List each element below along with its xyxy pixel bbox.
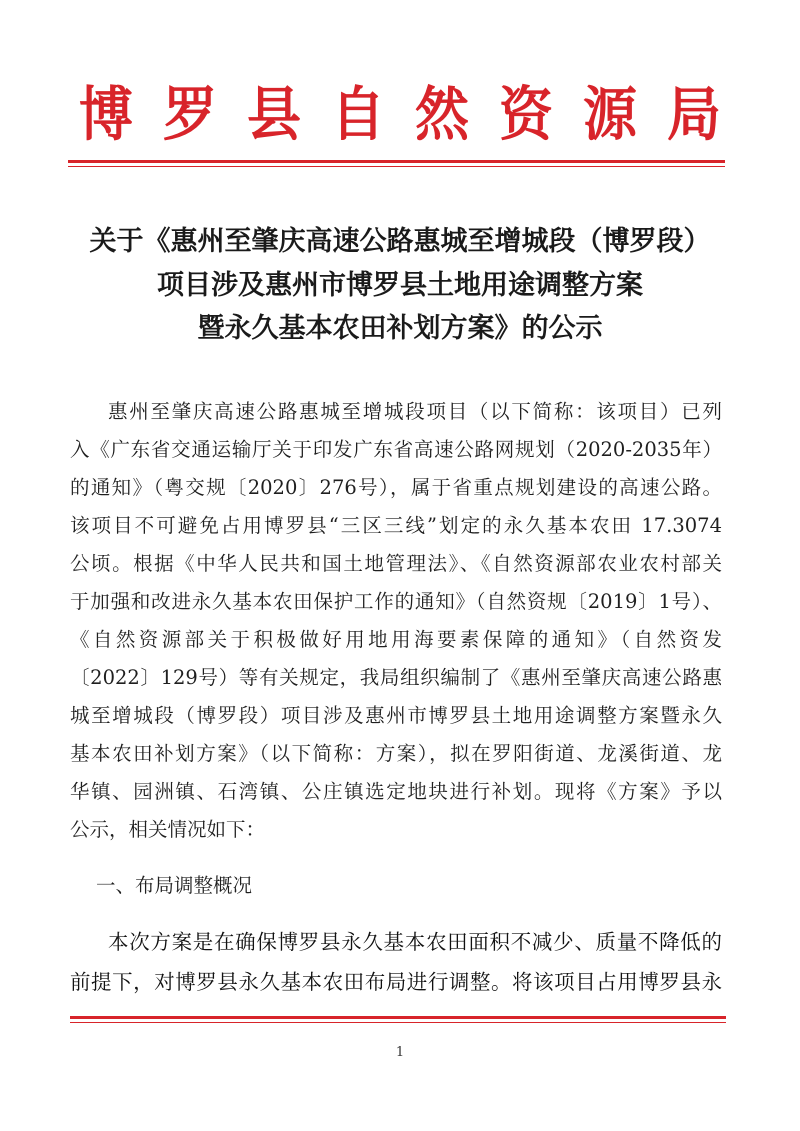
letterhead-char: 罗 <box>163 79 217 149</box>
footer-rule-thick <box>70 1016 726 1019</box>
letterhead-rule-thick <box>68 160 725 163</box>
page-number: 1 <box>395 1045 405 1060</box>
body-paragraph-line: 于加强和改进永久基本农田保护工作的通知》（自然资规〔2019〕1号）、 <box>70 590 722 613</box>
body-paragraph-line: 城至增城段（博罗段）项目涉及惠州市博罗县土地用途调整方案暨永久 <box>70 704 722 727</box>
document-title-line: 暨永久基本农田补划方案》的公示 <box>197 313 603 344</box>
body-paragraph-line: 〔2022〕129号）等有关规定，我局组织编制了《惠州至肇庆高速公路惠 <box>70 666 722 689</box>
body-paragraph-line: 公示，相关情况如下： <box>70 818 266 841</box>
letterhead-rule-thin <box>68 166 725 167</box>
body-paragraph-line: 惠州至肇庆高速公路惠城至增城段项目（以下简称：该项目）已列 <box>108 400 722 423</box>
letterhead-char: 县 <box>247 79 301 149</box>
body-paragraph-line: 基本农田补划方案》（以下简称：方案），拟在罗阳街道、龙溪街道、龙 <box>70 742 722 765</box>
letterhead-char: 局 <box>667 79 721 149</box>
body-paragraph-line: 入《广东省交通运输厅关于印发广东省高速公路网规划（2020-2035年） <box>70 438 722 461</box>
section-heading: 一、布局调整概况 <box>96 874 253 897</box>
body-paragraph-line: 《自然资源部关于积极做好用地用海要素保障的通知》（自然资发 <box>70 628 722 651</box>
footer-rule-thin <box>70 1022 726 1023</box>
section-paragraph-line: 本次方案是在确保博罗县永久基本农田面积不减少、质量不降低的 <box>108 930 722 954</box>
agency-letterhead <box>60 78 740 150</box>
document-title-line: 项目涉及惠州市博罗县土地用途调整方案 <box>157 270 643 301</box>
body-paragraph-line: 公顷。根据《中华人民共和国土地管理法》、《自然资源部农业农村部关 <box>70 552 722 575</box>
body-paragraph-line: 该项目不可避免占用博罗县“三区三线”划定的永久基本农田 17.3074 <box>70 514 722 537</box>
body-paragraph-line: 华镇、园洲镇、石湾镇、公庄镇选定地块进行补划。现将《方案》予以 <box>70 780 722 803</box>
letterhead-char: 自 <box>331 79 385 149</box>
letterhead-char: 资 <box>499 79 553 149</box>
letterhead-char: 源 <box>583 79 637 149</box>
letterhead-char: 博 <box>79 79 133 149</box>
section-paragraph-line: 前提下，对博罗县永久基本农田布局进行调整。将该项目占用博罗县永 <box>70 970 722 994</box>
letterhead-char: 然 <box>415 79 469 149</box>
body-paragraph-line: 的通知》（粤交规〔2020〕276号），属于省重点规划建设的高速公路。 <box>70 476 722 499</box>
document-title-line: 关于《惠州至肇庆高速公路惠城至增城段（博罗段） <box>89 226 711 257</box>
